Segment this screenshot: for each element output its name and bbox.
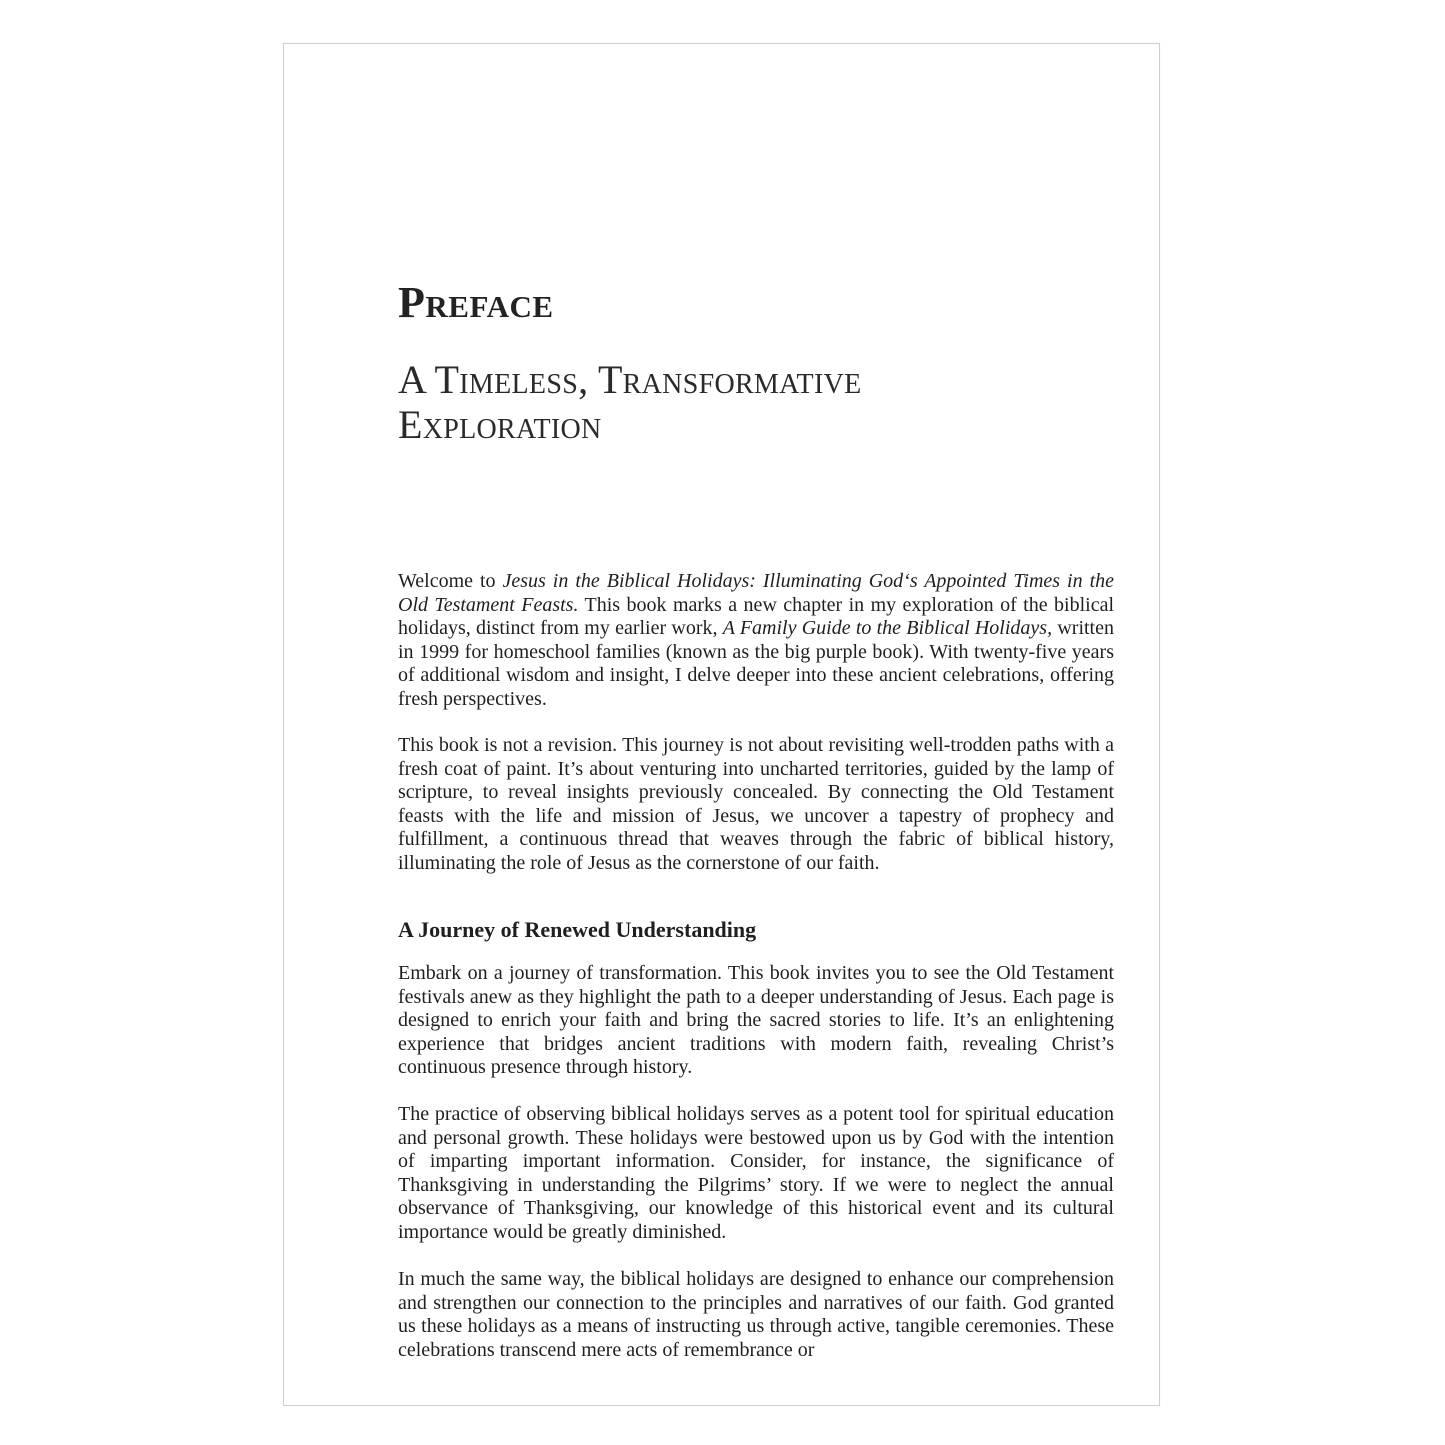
journey-paragraph: Embark on a journey of transformation. This book invites you to see the Old Testament festivals anew as they highlight the path to a deeper understanding of Jesus. Each page is designed to enrich your faith and bring the sacred stories to life. It’s an enlightening experience that bridges ancient traditions with modern faith, revealing Christ’s continuous presence through history.	[398, 962, 1114, 1078]
section-heading: A Journey of Renewed Understanding	[398, 917, 757, 942]
chapter-subtitle: A Timeless, Transformative Exploration	[398, 357, 862, 447]
intro-paragraph	[398, 570, 1114, 711]
practice-paragraph: The practice of observing biblical holidays serves as a potent tool for spiritual education and personal growth. These holidays were bestowed upon us by God with the intention of imparting important information. Consider, for instance, the significance of Thanksgiving in understanding the Pilgrims’ story. If we were to neglect the annual observance of Thanksgiving, our knowledge of this historical event and its cultural importance would be greatly diminished.	[398, 1103, 1114, 1243]
book-title-italic: Jesus in the Biblical Holidays: Illuminating God‘s Appointed Times in the Old Testament Feasts.	[398, 570, 1114, 616]
not-a-revision-paragraph: This book is not a revision. This journey is not about revisiting well-trodden paths with a fresh coat of paint. It’s about venturing into uncharted territories, guided by the lamp of scripture, to reveal insights previously concealed. By connecting the Old Testament feasts with the life and mission of Jesus, we uncover a tapestry of prophecy and fulfillment, a continuous thread that weaves through the fabric of biblical history, illuminating the role of Jesus as the cornerstone of our faith.	[398, 734, 1114, 874]
chapter-title: Preface	[398, 278, 554, 327]
same-way-paragraph: In much the same way, the biblical holidays are designed to enhance our comprehension and strengthen our connection to the principles and narratives of our faith. God granted us these holidays as a means of instructing us through active, tangible ceremonies. These celebrations transcend mere acts of remembrance or	[398, 1268, 1114, 1361]
intro-text-middle: This book marks a new chapter in my exploration of the biblical holidays, distinct from my earlier work,	[398, 593, 1115, 639]
intro-text-start: Welcome to	[398, 570, 503, 592]
earlier-work-title-italic: A Family Guide to the Biblical Holidays,	[722, 617, 1053, 639]
intro-text-end: written in 1999 for homeschool families (known as the big purple book). With twenty-five years of additional wisdom and insight, I delve deeper into these ancient celebrations, offering fresh perspectives.	[398, 617, 1114, 710]
